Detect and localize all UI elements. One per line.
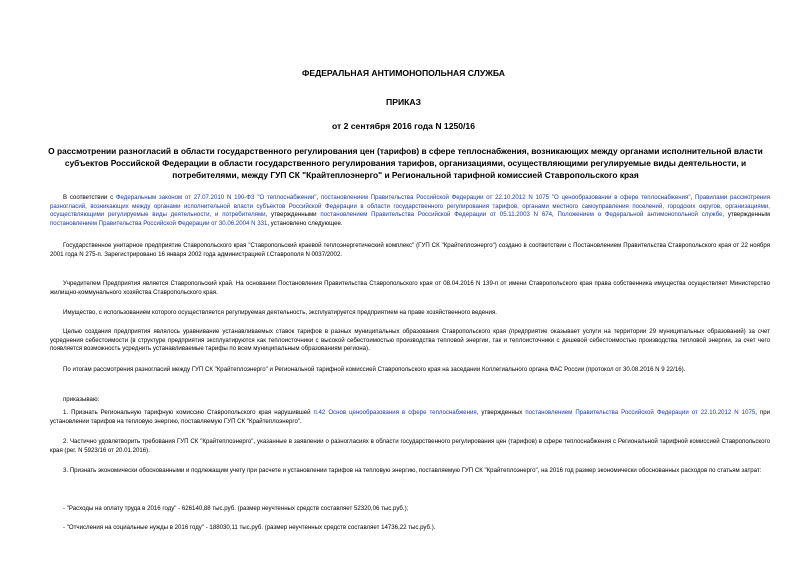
paragraph-purpose <box>50 328 770 354</box>
text: - "Отчисления на социальные нужды в 2016 году" - 188030,11 тыс.руб. (размер неучтенных средств составляет 14736,22 тыс.руб.). <box>63 524 436 531</box>
paragraph-expense-labor <box>50 505 770 514</box>
link-federal-law-190[interactable]: Федеральным законом от 27.07.2010 N 190-ФЗ "О теплоснабжении" <box>115 194 317 201</box>
text: приказываю: <box>63 396 100 403</box>
paragraph-order-word <box>50 396 770 405</box>
document-type: ПРИКАЗ <box>386 97 421 107</box>
document-title: О рассмотрении разногласий в области государственного регулирования цен (тарифов) в сфере теплоснабжения, возникающих между органами исполнительной власти субъектов Российской Федерации в области государственного регулирования тарифов, организациями, осуществляющими регулируемые виды деятельности, и потребителями, между ГУП СК "Крайтеплоэнерго" и Региональной тарифной комиссией Ставропольского края <box>48 146 763 180</box>
text: Государственное унитарное предприятие Ставропольского края "Ставропольский краевой теплоэнергетический комплекс" (ГУП СК "Крайтеплоэнерго") создано в соответствии с Постановлением Правительства Ставропольского края от 22 ноября 2001 года N 275-п. Зарегистрировано 16 января 2002 года администрацией г.Ставрополя N 0037/2002. <box>50 242 770 258</box>
text: 2. Частично удовлетворить требования ГУП СК "Крайтеплоэнерго", указанные в заявлении о разногласиях в области государственного регулирования цен (тарифов) в сфере теплоснабжения с Региональной тарифной комиссией Ставропольского края (рег. N 5923/16 от 20.01.2016). <box>50 438 770 454</box>
link-pricing-basics-p42[interactable]: п.42 Основ ценообразования в сфере теплоснабжения <box>313 409 477 416</box>
paragraph-company <box>50 242 770 259</box>
link-disagreement-rules[interactable]: Правилами рассмотрения разногласий, возникающих между органами исполнительной власти субъектов Российской Федерации в области государственного регулирования тарифов, органами местного самоуправления поселений, городских округов, организациями, осуществляющими регулируемые виды деятельности, и потребителями <box>50 194 770 219</box>
text: , при установлении тарифов на тепловую энергию, поставляемую ГУП СК "Крайтеплоэнерго". <box>50 409 771 425</box>
text: Имущество, с использованием которого осуществляется регулируемая деятельность, эксплуатируется предприятием на праве хозяйственного ведения. <box>63 309 497 316</box>
paragraph-results <box>50 366 770 375</box>
text: Учредителем Предприятия является Ставропольский край. На основании Постановления Правительства Ставропольского края от 08.04.2016 N 139-п от имени Ставропольского края права собственника имущества осуществляет Министерство жилищно-коммунального хозяйства Ставропольского края. <box>50 280 770 296</box>
link-resolution-1075[interactable]: постановлением Правительства Российской Федерации от 22.10.2012 N 1075 "О ценообразовании в сфере теплоснабжения" <box>320 194 691 201</box>
text: Целью создания предприятия являлось уравнивание устанавливаемых ставок тарифов в разных муниципальных образования Ставропольского края (предприятие оказывает услуги на территории 29 муниципальных образований) за счет усреднения себестоимости (в структуре предприятия эксплуатируются как теплоисточники с высокой себестоимостью производства тепловой энергии, так и теплоисточники с дешевой себестоимостью производства тепловой энергии, за счет чего появляется возможность усреднить устанавливаемые тарифы по всем муниципальным образованиям региона). <box>50 328 770 353</box>
text: , утвержденным <box>722 211 770 219</box>
text: - "Расходы на оплату труда в 2016 году" - 626140,88 тыс.руб. (размер неучтенных средств составляет 52320,06 тыс.руб.); <box>63 505 409 512</box>
link-resolution-674[interactable]: постановлением Правительства Российской Федерации от 05.11.2003 N 674 <box>320 211 553 219</box>
text: , <box>690 194 695 201</box>
link-fas-regulation[interactable]: Положением о Федеральной антимонопольной службе <box>557 211 723 219</box>
text: По итогам рассмотрения разногласий между ГУП СК "Крайтеплоэнерго" и Региональной тарифной комиссией Ставропольского края на заседании Коллегиального органа ФАС России (протокол от 30.08.2016 N 9 22/16). <box>63 366 686 373</box>
paragraph-expense-social <box>50 524 770 533</box>
paragraph-property <box>50 309 770 318</box>
paragraph-item-2 <box>50 438 770 455</box>
document-date: от 2 сентября 2016 года N 1250/16 <box>331 121 475 131</box>
paragraph-preamble <box>50 194 770 228</box>
text: 3. Признать экономически обоснованными и подлежащим учету при расчете и установлении тарифов на тепловую энергию, поставляемую ГУП СК "Крайтеплоэнерго", на 2016 год размер экономически обоснованных расходов по статьям затрат: <box>63 467 762 474</box>
paragraph-founder <box>50 280 770 297</box>
text: , <box>316 194 321 201</box>
text: , установлено следующее. <box>267 219 343 227</box>
agency-name: ФЕДЕРАЛЬНАЯ АНТИМОНОПОЛЬНАЯ СЛУЖБА <box>302 68 505 78</box>
link-resolution-331[interactable]: постановлением Правительства Российской Федерации от 30.06.2004 N 331 <box>50 219 268 227</box>
link-resolution-1075[interactable]: постановлением Правительства Российской Федерации от 22.10.2012 N 1075 <box>525 409 756 416</box>
text: , <box>552 211 558 219</box>
paragraph-item-3 <box>50 467 770 476</box>
paragraph-item-1 <box>50 409 770 426</box>
text: , утвержденных <box>476 409 526 416</box>
text: , утвержденными <box>265 211 321 219</box>
text: В соответствии с <box>63 194 116 201</box>
text: 1. Признать Региональную тарифную комиссию Ставропольского края нарушившей <box>63 409 314 416</box>
